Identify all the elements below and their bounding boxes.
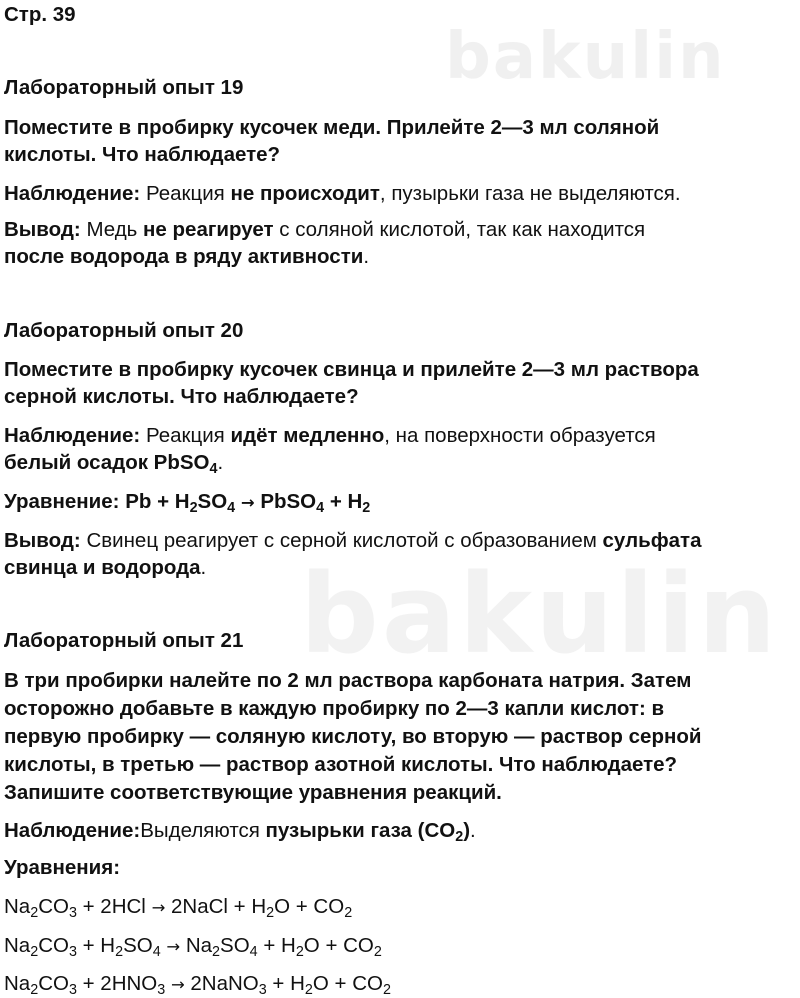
exp20-conclusion-line-1 [4,528,701,554]
conclusion-label: Вывод: [4,218,81,241]
exp19-conclusion-line-2 [4,244,369,270]
conclusion-label: Вывод: [4,529,81,552]
observation-label: Наблюдение: [4,182,141,205]
subscript: 2 [373,944,382,961]
conclusion-text: . [200,556,207,579]
exp20-task-line-1: Поместите в пробирку кусочек свинца и прилейте 2—3 мл раствора [4,358,699,381]
subscript: 3 [68,944,77,961]
equation-part: O + CO [312,972,383,995]
subscript: 2 [30,944,39,961]
exp20-observation-line-1 [4,423,656,449]
exp20-conclusion-line-2 [4,555,206,581]
observation-text: Реакция [140,424,231,447]
equation-part: Na [4,895,31,918]
equation-part: + 2HCl [76,895,152,918]
equation-part: PbSO [260,490,317,513]
conclusion-text-bold: сульфата [602,529,702,552]
equation-part: 2NaCl + H [165,895,267,918]
exp20-task-line-2: серной кислоты. Что наблюдаете? [4,385,359,408]
subscript: 3 [68,982,77,998]
subscript: 2 [304,982,313,998]
equation-part: Na [4,934,31,957]
subscript: 4 [227,500,236,517]
observation-text-bold: не происходит [230,182,380,205]
equation-part: O + CO [303,934,374,957]
exp19-title: Лабораторный опыт 19 [4,76,244,99]
observation-text: Выделяются [140,819,266,842]
observation-text-bold: идёт медленно [230,424,385,447]
equation-part: + H [257,934,296,957]
exp21-task-line-1: В три пробирки налейте по 2 мл раствора карбоната натрия. Затем [4,669,692,692]
arrow-icon: → [235,493,261,512]
exp21-task-line-2: осторожно добавьте в каждую пробирку по 2—3 капли кислот: в [4,697,665,720]
subscript: 4 [152,944,161,961]
subscript: 2 [455,829,464,846]
observation-text-bold: белый осадок PbSO [4,451,210,474]
subscript: 2 [115,944,124,961]
equation-part: CO [38,972,69,995]
observation-text: , пузырьки газа не выделяются. [379,182,681,205]
observation-text: Реакция [140,182,231,205]
equation-2 [4,933,382,960]
arrow-icon: → [166,937,181,956]
subscript: 2 [30,905,39,922]
exp21-observation [4,818,476,844]
equation-part: CO [38,895,69,918]
conclusion-text-bold: после водорода в ряду активности [4,245,364,268]
exp19-task-line-2: кислоты. Что наблюдаете? [4,143,281,166]
subscript: 2 [344,905,353,922]
observation-label: Наблюдение: [4,424,141,447]
subscript: 3 [157,982,166,998]
subscript: 2 [295,944,304,961]
exp19-observation [4,181,681,207]
arrow-icon: → [170,975,185,994]
subscript: 2 [30,982,39,998]
watermark-text-large: bakulin [300,550,780,678]
observation-text: . [217,451,224,474]
arrow-icon: → [151,898,166,917]
equation-part: Уравнение: Pb + H [4,490,190,513]
subscript: 3 [68,905,77,922]
subscript: 2 [189,500,198,517]
exp21-task-line-4: кислоты, в третью — раствор азотной кислоты. Что наблюдаете? [4,753,678,776]
equation-part: O + CO [274,895,345,918]
exp20-equation [4,489,370,516]
conclusion-text: Медь [80,218,144,241]
conclusion-text-bold: не реагирует [143,218,274,241]
exp19-conclusion-line-1 [4,217,645,243]
observation-text: , на поверхности образуется [384,424,656,447]
exp21-task-line-3: первую пробирку — соляную кислоту, во вторую — раствор серной [4,725,702,748]
equation-part: Na [180,934,213,957]
equation-part: + H [76,934,116,957]
subscript: 4 [209,461,218,478]
subscript: 4 [249,944,258,961]
conclusion-text: Свинец реагирует с серной кислотой с образованием [80,529,603,552]
exp21-equations-label: Уравнения: [4,856,121,879]
conclusion-text: . [363,245,370,268]
subscript: 2 [382,982,391,998]
observation-text-bold: ) [463,819,471,842]
equation-part: Na [4,972,31,995]
subscript: 4 [316,500,325,517]
equation-part: SO [197,490,228,513]
equation-3 [4,971,391,998]
exp21-task-line-5: Запишите соответствующие уравнения реакций. [4,781,502,804]
subscript: 3 [258,982,267,998]
subscript: 2 [212,944,221,961]
conclusion-text-bold: свинца и водорода [4,556,201,579]
equation-part: CO [38,934,69,957]
equation-1 [4,894,352,921]
equation-part: 2NaNO [184,972,259,995]
equation-part: + 2HNO [76,972,158,995]
observation-text-bold: пузырьки газа (CO [265,819,456,842]
exp21-title: Лабораторный опыт 21 [4,629,244,652]
subscript: 2 [362,500,371,517]
equation-part: SO [123,934,153,957]
equation-part: SO [220,934,250,957]
observation-label: Наблюдение: [4,819,141,842]
subscript: 2 [266,905,275,922]
observation-text: . [470,819,476,842]
exp19-task-line-1: Поместите в пробирку кусочек меди. Прилейте 2—3 мл соляной [4,116,660,139]
conclusion-text: с соляной кислотой, так как находится [273,218,646,241]
watermark-text: bakulin [445,20,726,94]
equation-part: + H [266,972,305,995]
page-number: Стр. 39 [4,3,76,26]
exp20-title: Лабораторный опыт 20 [4,319,244,342]
exp20-observation-line-2 [4,450,223,476]
equation-part: + H [324,490,363,513]
